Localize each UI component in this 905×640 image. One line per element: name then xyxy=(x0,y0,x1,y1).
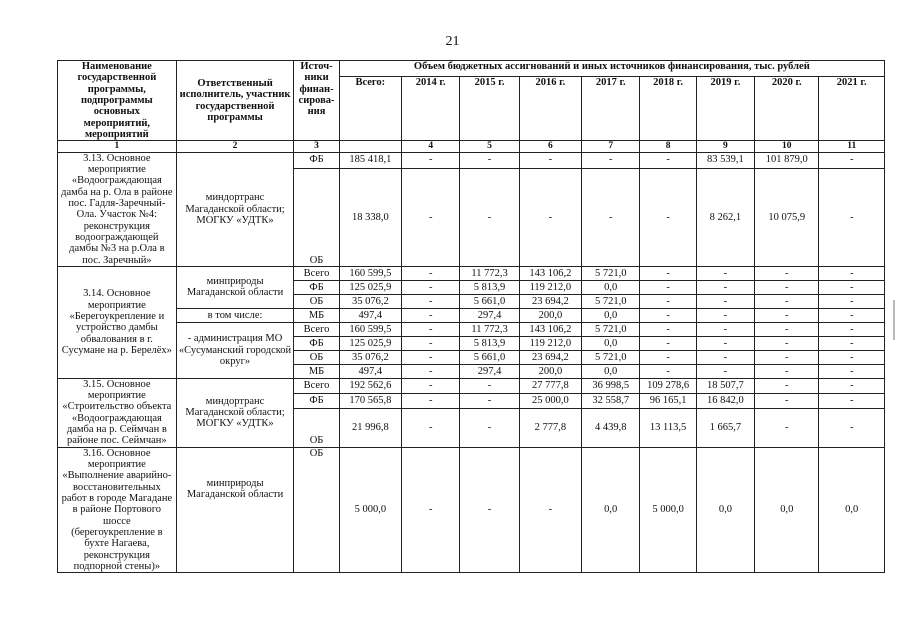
value-cell: 497,4 xyxy=(339,308,401,322)
value-cell: - xyxy=(755,294,819,308)
value-cell: - xyxy=(402,350,460,364)
source-cell: ОБ xyxy=(294,350,339,364)
value-cell: - xyxy=(402,280,460,294)
value-cell: 0,0 xyxy=(582,280,640,294)
table-row xyxy=(58,378,885,393)
value-cell: - xyxy=(460,378,519,393)
in-that-number-label: в том числе: xyxy=(176,308,294,322)
value-cell: 18 507,7 xyxy=(696,378,754,393)
value-cell: 5 721,0 xyxy=(582,350,640,364)
value-cell: 83 539,1 xyxy=(696,152,754,168)
header-year: 2018 г. xyxy=(640,76,696,141)
source-cell: ФБ xyxy=(294,336,339,350)
source-cell: ОБ xyxy=(294,294,339,308)
value-cell: 0,0 xyxy=(582,447,640,573)
value-cell: - xyxy=(640,322,696,336)
value-cell: 185 418,1 xyxy=(339,152,401,168)
measure-name-3-15: 3.15. Основное мероприятие «Строительство объекта «Водоограждающая дамба на р. Сеймчан в районе пос. Сеймчан» xyxy=(58,378,177,447)
value-cell: - xyxy=(819,152,885,168)
value-cell: 143 106,2 xyxy=(519,266,581,280)
value-cell: - xyxy=(819,378,885,393)
value-cell: 13 113,5 xyxy=(640,408,696,447)
value-cell: - xyxy=(819,308,885,322)
value-cell: - xyxy=(819,280,885,294)
value-cell: - xyxy=(460,152,519,168)
col-number: 3 xyxy=(294,141,339,152)
value-cell: - xyxy=(819,393,885,408)
header-executor: Ответственный исполнитель, участник государственной программы xyxy=(176,61,294,141)
value-cell: 0,0 xyxy=(696,447,754,573)
value-cell: 11 772,3 xyxy=(460,266,519,280)
value-cell: 5 721,0 xyxy=(582,322,640,336)
value-cell: 101 879,0 xyxy=(755,152,819,168)
value-cell: 11 772,3 xyxy=(460,322,519,336)
value-cell: - xyxy=(640,168,696,266)
value-cell: 119 212,0 xyxy=(519,280,581,294)
value-cell: 5 661,0 xyxy=(460,350,519,364)
value-cell: 119 212,0 xyxy=(519,336,581,350)
value-cell: 23 694,2 xyxy=(519,294,581,308)
source-cell: Всего xyxy=(294,266,339,280)
value-cell: - xyxy=(519,152,581,168)
value-cell: - xyxy=(402,322,460,336)
value-cell: 5 813,9 xyxy=(460,280,519,294)
value-cell: 170 565,8 xyxy=(339,393,401,408)
measure-name-3-14: 3.14. Основное мероприятие «Берегоукрепление и устройство дамбы обвалования в г. Сусумане на р. Берелёх» xyxy=(58,266,177,378)
value-cell: 96 165,1 xyxy=(640,393,696,408)
header-year: Всего: xyxy=(339,76,401,141)
value-cell: - xyxy=(819,336,885,350)
value-cell: 27 777,8 xyxy=(519,378,581,393)
value-cell: - xyxy=(755,364,819,378)
source-cell: ОБ xyxy=(294,408,339,447)
value-cell: - xyxy=(819,168,885,266)
value-cell: - xyxy=(402,408,460,447)
value-cell: - xyxy=(640,336,696,350)
value-cell: 1 665,7 xyxy=(696,408,754,447)
table-row xyxy=(58,152,885,168)
value-cell: - xyxy=(696,280,754,294)
value-cell: 297,4 xyxy=(460,364,519,378)
col-number: 2 xyxy=(176,141,294,152)
value-cell: - xyxy=(460,447,519,573)
value-cell: - xyxy=(402,378,460,393)
value-cell: 200,0 xyxy=(519,364,581,378)
value-cell: - xyxy=(460,408,519,447)
col-number: 9 xyxy=(696,141,754,152)
source-cell: МБ xyxy=(294,308,339,322)
value-cell: - xyxy=(640,308,696,322)
value-cell: - xyxy=(402,308,460,322)
source-cell: Всего xyxy=(294,378,339,393)
value-cell: 5 813,9 xyxy=(460,336,519,350)
value-cell: - xyxy=(402,393,460,408)
value-cell: 32 558,7 xyxy=(582,393,640,408)
value-cell: 10 075,9 xyxy=(755,168,819,266)
value-cell: - xyxy=(460,168,519,266)
col-number xyxy=(339,141,401,152)
source-cell: ОБ xyxy=(294,447,339,573)
value-cell: - xyxy=(696,308,754,322)
value-cell: - xyxy=(640,350,696,364)
header-year: 2016 г. xyxy=(519,76,581,141)
value-cell: - xyxy=(402,294,460,308)
col-number: 6 xyxy=(519,141,581,152)
col-number: 8 xyxy=(640,141,696,152)
source-cell: МБ xyxy=(294,364,339,378)
value-cell: - xyxy=(755,336,819,350)
value-cell: 5 661,0 xyxy=(460,294,519,308)
header-year: 2021 г. xyxy=(819,76,885,141)
value-cell: - xyxy=(519,168,581,266)
value-cell: - xyxy=(519,447,581,573)
col-number: 7 xyxy=(582,141,640,152)
value-cell: - xyxy=(402,447,460,573)
value-cell: - xyxy=(640,152,696,168)
value-cell: - xyxy=(819,322,885,336)
value-cell: - xyxy=(755,266,819,280)
value-cell: 16 842,0 xyxy=(696,393,754,408)
value-cell: 200,0 xyxy=(519,308,581,322)
executor-3-13: миндортранс Магаданской области; МОГКУ «УДТК» xyxy=(176,152,294,266)
value-cell: 36 998,5 xyxy=(582,378,640,393)
value-cell: 125 025,9 xyxy=(339,336,401,350)
header-year: 2015 г. xyxy=(460,76,519,141)
value-cell: 0,0 xyxy=(582,308,640,322)
value-cell: 497,4 xyxy=(339,364,401,378)
value-cell: - xyxy=(640,294,696,308)
table-row xyxy=(58,266,885,280)
executor-3-14-ministry: минприроды Магаданской области xyxy=(176,266,294,308)
value-cell: - xyxy=(640,280,696,294)
value-cell: - xyxy=(755,322,819,336)
value-cell: 125 025,9 xyxy=(339,280,401,294)
value-cell: 35 076,2 xyxy=(339,350,401,364)
value-cell: 4 439,8 xyxy=(582,408,640,447)
value-cell: 35 076,2 xyxy=(339,294,401,308)
value-cell: - xyxy=(460,393,519,408)
col-number: 1 xyxy=(58,141,177,152)
value-cell: - xyxy=(696,350,754,364)
value-cell: - xyxy=(696,266,754,280)
source-cell: Всего xyxy=(294,322,339,336)
header-year: 2017 г. xyxy=(582,76,640,141)
header-volume: Объем бюджетных ассигнований и иных источников финансирования, тыс. рублей xyxy=(339,61,884,77)
scan-edge-mark xyxy=(893,300,895,340)
value-cell: - xyxy=(755,308,819,322)
value-cell: 18 338,0 xyxy=(339,168,401,266)
source-cell: ФБ xyxy=(294,393,339,408)
value-cell: - xyxy=(582,152,640,168)
col-number: 11 xyxy=(819,141,885,152)
value-cell: 192 562,6 xyxy=(339,378,401,393)
value-cell: 0,0 xyxy=(582,336,640,350)
value-cell: 0,0 xyxy=(819,447,885,573)
value-cell: - xyxy=(696,336,754,350)
value-cell: - xyxy=(755,280,819,294)
value-cell: - xyxy=(696,322,754,336)
value-cell: 0,0 xyxy=(755,447,819,573)
executor-3-16: минприроды Магаданской области xyxy=(176,447,294,573)
value-cell: 109 278,6 xyxy=(640,378,696,393)
financing-table xyxy=(57,60,885,573)
header-year: 2020 г. xyxy=(755,76,819,141)
value-cell: - xyxy=(755,408,819,447)
value-cell: 160 599,5 xyxy=(339,322,401,336)
page-number: 21 xyxy=(445,34,460,49)
value-cell: 8 262,1 xyxy=(696,168,754,266)
value-cell: - xyxy=(819,266,885,280)
col-number: 4 xyxy=(402,141,460,152)
value-cell: - xyxy=(755,393,819,408)
header-name: Наименование государственной программы, подпрограммы основных мероприятий, мероприятий xyxy=(58,61,177,141)
measure-name-3-13: 3.13. Основное мероприятие «Водоограждающая дамба на р. Ола в районе пос. Гадля-Заречный-Ола. Участок №4: реконструкция водоограждающей дамбы №3 на р.Ола в пос. Заречный» xyxy=(58,152,177,266)
value-cell: 5 721,0 xyxy=(582,266,640,280)
header-year: 2014 г. xyxy=(402,76,460,141)
value-cell: - xyxy=(819,350,885,364)
value-cell: - xyxy=(819,364,885,378)
value-cell: 160 599,5 xyxy=(339,266,401,280)
executor-3-15: миндортранс Магаданской области; МОГКУ «УДТК» xyxy=(176,378,294,447)
value-cell: 143 106,2 xyxy=(519,322,581,336)
header-year: 2019 г. xyxy=(696,76,754,141)
value-cell: - xyxy=(402,364,460,378)
source-cell: ОБ xyxy=(294,168,339,266)
value-cell: 23 694,2 xyxy=(519,350,581,364)
column-number-row xyxy=(58,141,885,152)
source-cell: ФБ xyxy=(294,280,339,294)
value-cell: - xyxy=(819,408,885,447)
table-row xyxy=(58,322,885,336)
value-cell: 0,0 xyxy=(582,364,640,378)
value-cell: 5 721,0 xyxy=(582,294,640,308)
value-cell: - xyxy=(640,266,696,280)
value-cell: - xyxy=(819,294,885,308)
value-cell: - xyxy=(582,168,640,266)
value-cell: 5 000,0 xyxy=(339,447,401,573)
value-cell: - xyxy=(402,152,460,168)
executor-3-14-administration: - администрация МО «Сусуманский городской округ» xyxy=(176,322,294,378)
value-cell: - xyxy=(640,364,696,378)
value-cell: - xyxy=(755,378,819,393)
value-cell: - xyxy=(402,168,460,266)
value-cell: 5 000,0 xyxy=(640,447,696,573)
value-cell: 2 777,8 xyxy=(519,408,581,447)
value-cell: 25 000,0 xyxy=(519,393,581,408)
value-cell: 21 996,8 xyxy=(339,408,401,447)
value-cell: 297,4 xyxy=(460,308,519,322)
table-row xyxy=(58,447,885,573)
value-cell: - xyxy=(696,364,754,378)
value-cell: - xyxy=(402,336,460,350)
col-number: 10 xyxy=(755,141,819,152)
header-source: Источ-ники финан-сирова-ния xyxy=(294,61,339,141)
value-cell: - xyxy=(755,350,819,364)
source-cell: ФБ xyxy=(294,152,339,168)
value-cell: - xyxy=(696,294,754,308)
table-row xyxy=(58,308,885,322)
measure-name-3-16: 3.16. Основное мероприятие «Выполнение аварийно-восстановительных работ в городе Магадане в районе Портового шоссе (берегоукрепление в бухте Нагаева, реконструкция подпорной стены)» xyxy=(58,447,177,573)
col-number: 5 xyxy=(460,141,519,152)
value-cell: - xyxy=(402,266,460,280)
